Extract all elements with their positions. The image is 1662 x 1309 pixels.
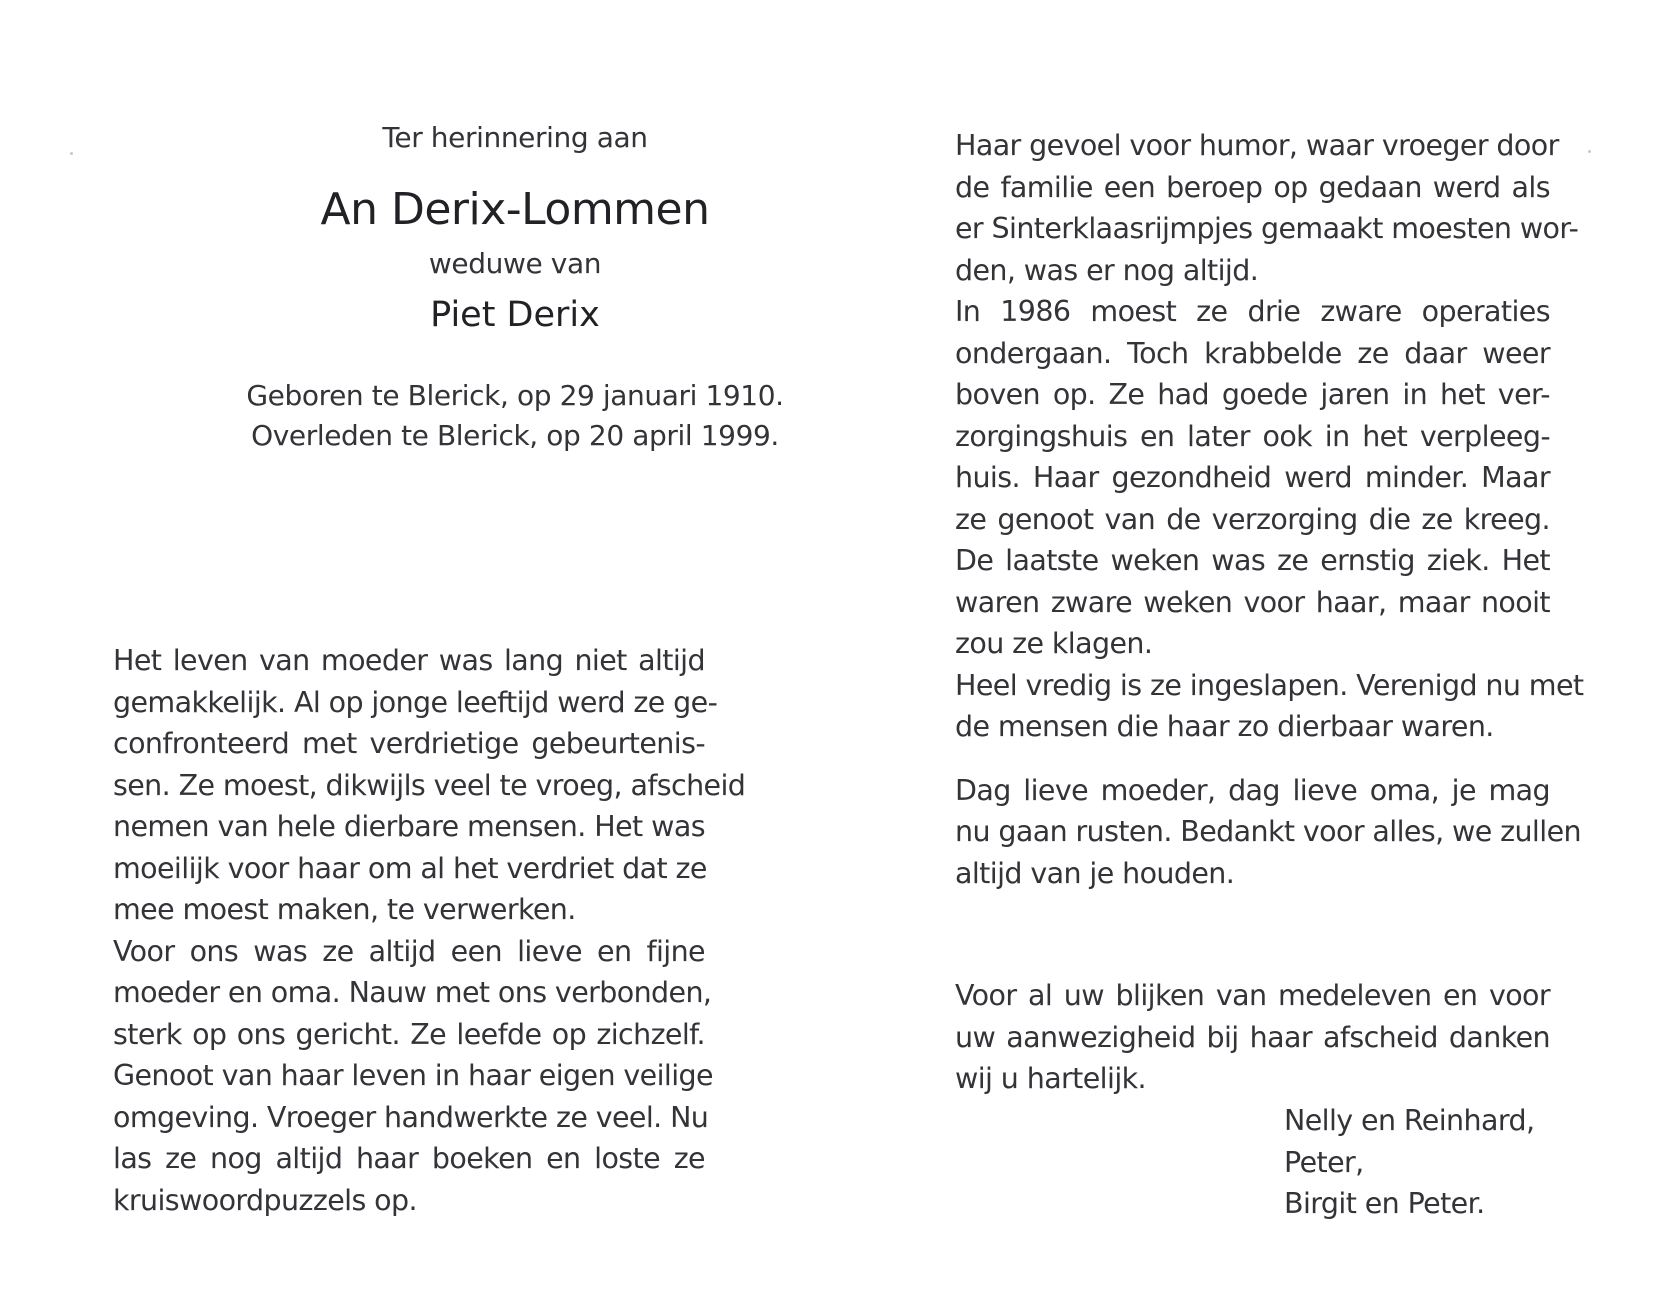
death-line: Overleden te Blerick, op 20 april 1999. [251,419,779,452]
text-line: mee moest maken, te verwerken. [113,893,576,926]
signature-line: Peter, [1284,1145,1364,1179]
text-line: Haar gevoel voor humor, waar vroeger door [955,129,1559,162]
text-line: uw aanwezigheid bij haar afscheid danken [955,1020,1550,1054]
paragraph [955,125,1579,291]
signature-line: Birgit en Peter. [1284,1187,1485,1220]
text-line: moeder en oma. Nauw met ons verbonden, [113,976,712,1009]
text-line: boven op. Ze had goede jaren in het ver- [955,378,1550,411]
spouse-name: Piet Derix [430,295,600,335]
text-line: waren zware weken voor haar, maar nooit [955,585,1550,619]
text-line: gemakkelijk. Al op jonge leeftijd werd ze ge- [113,685,718,719]
text-line: sen. Ze moest, dikwijls veel te vroeg, afscheid [113,768,746,802]
text-line: Dag lieve moeder, dag lieve oma, je mag [955,773,1550,807]
paragraph [955,770,1581,895]
right-column-text [955,125,1584,894]
text-line: zou ze klagen. [955,627,1153,660]
text-line: De laatste weken was ze ernstig ziek. Het [955,544,1550,577]
paragraph [113,931,713,1222]
text-line: moeilijk voor haar om al het verdriet dat ze [113,851,707,885]
text-line: Genoot van haar leven in haar eigen veilige [113,1059,713,1092]
text-line: las ze nog altijd haar boeken en loste ze [113,1142,705,1175]
text-line: confronteerd met verdrietige gebeurtenis- [113,727,705,760]
relation-text: weduwe van [428,247,602,280]
text-line: de mensen die haar zo dierbaar waren. [955,710,1494,743]
text-line: huis. Haar gezondheid werd minder. Maar [955,461,1550,494]
text-line: Voor ons was ze altijd een lieve en fijne [113,934,705,968]
text-line: de familie een beroep op gedaan werd als [955,170,1550,204]
scan-speck [70,152,73,155]
thanks-text [955,975,1550,1100]
text-line: ondergaan. Toch krabbelde ze daar weer [955,336,1550,370]
signature-line: Nelly en Reinhard, [1284,1104,1535,1137]
text-line: Heel vredig is ze ingeslapen. Verenigd nu met [955,668,1584,702]
text-line: sterk op ons gericht. Ze leefde op zichzelf. [113,1017,705,1051]
text-line: altijd van je houden. [955,856,1235,890]
text-line: ze genoot van de verzorging die ze kreeg. [955,502,1550,536]
paragraph [955,291,1550,665]
signature-block [1284,1100,1534,1225]
left-column-text [113,640,746,1221]
text-line: kruiswoordpuzzels op. [113,1183,417,1217]
text-line: Het leven van moeder was lang niet altijd [113,644,705,677]
text-line: Voor al uw blijken van medeleven en voor [955,979,1550,1012]
text-line: omgeving. Vroeger handwerkte ze veel. Nu [113,1100,709,1134]
text-line: In 1986 moest ze drie zware operaties [955,295,1550,328]
text-line: wij u hartelijk. [955,1062,1146,1095]
paragraph [955,665,1584,748]
text-line: zorgingshuis en later ook in het verpleeg- [955,419,1550,453]
text-line: den, was er nog altijd. [955,253,1259,287]
deceased-name: An Derix-Lommen [320,184,710,235]
intro-text: Ter herinnering aan [382,121,648,154]
text-line: er Sinterklaasrijmpjes gemaakt moesten wor- [955,212,1579,245]
memorial-header [200,118,830,456]
text-line: nu gaan rusten. Bedankt voor alles, we zullen [955,815,1581,848]
birth-line: Geboren te Blerick, op 29 januari 1910. [246,379,784,412]
scan-speck [1588,150,1591,153]
paragraph [113,640,746,931]
text-line: nemen van hele dierbare mensen. Het was [113,810,705,843]
